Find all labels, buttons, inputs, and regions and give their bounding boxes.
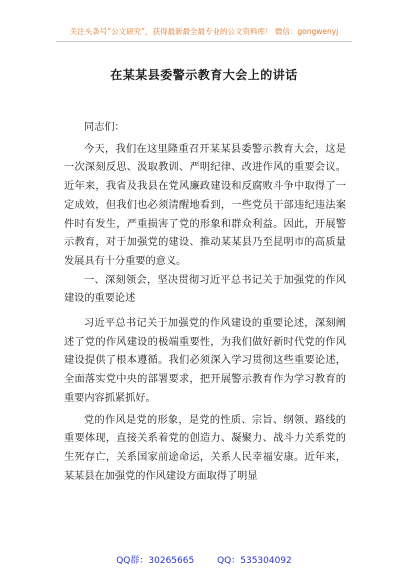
footer-qq-group: QQ群：30265665 [116, 556, 195, 566]
document-body [64, 119, 346, 486]
section-heading-1: 一、深刻领会，坚决贯彻习近平总书记关于加强党的作风建设的重要论述 [64, 274, 346, 305]
paragraph-2: 习近平总书记关于加强党的作风建设的重要论述，深刻阐述了党的作风建设的极端重要性，为我们做好新时代党的作风建设提供了根本遵循。我们必须深入学习贯彻这些重要论述，全面落实党中央的部署要求，把开展警示教育作为学习教育的重要内容抓紧抓好。 [64, 318, 346, 404]
paragraph-3: 党的作风是党的形象，是党的性质、宗旨、纲领、路线的重要体现，直接关系着党的创造力、凝聚力、战斗力关系党的生死存亡，关系国家前途命运，关系人民幸福安康。近年来，某某县在加强党的作风建设方面取得了明显 [64, 414, 346, 482]
header-note: 关注头条号“公文研究”，获得最新最全最专业的公文资料库！ 微信：gongwenyj [69, 27, 339, 36]
footer-qq: QQ：535304092 [217, 556, 292, 566]
header-divider [56, 41, 352, 42]
footer-contact [0, 553, 408, 566]
greeting: 同志们： [84, 122, 125, 133]
document-title: 在某某县委警示教育大会上的讲话 [110, 68, 298, 82]
paragraph-intro: 今天，我们在这里隆重召开某某县委警示教育大会，这是一次深刻反思、汲取教训、严明纪律、改进作风的重要会议。近年来，我省及我县在党风廉政建设和反腐败斗争中取得了一定成效，但我们也必须清醒地看到，一些党员干部违纪违法案件时有发生，严重损害了党的形象和群众利益。因此，开展警示教育，对于加强党的建设、推动某某县乃至昆明市的高质量发展具有十分重要的意义。 [64, 143, 346, 267]
